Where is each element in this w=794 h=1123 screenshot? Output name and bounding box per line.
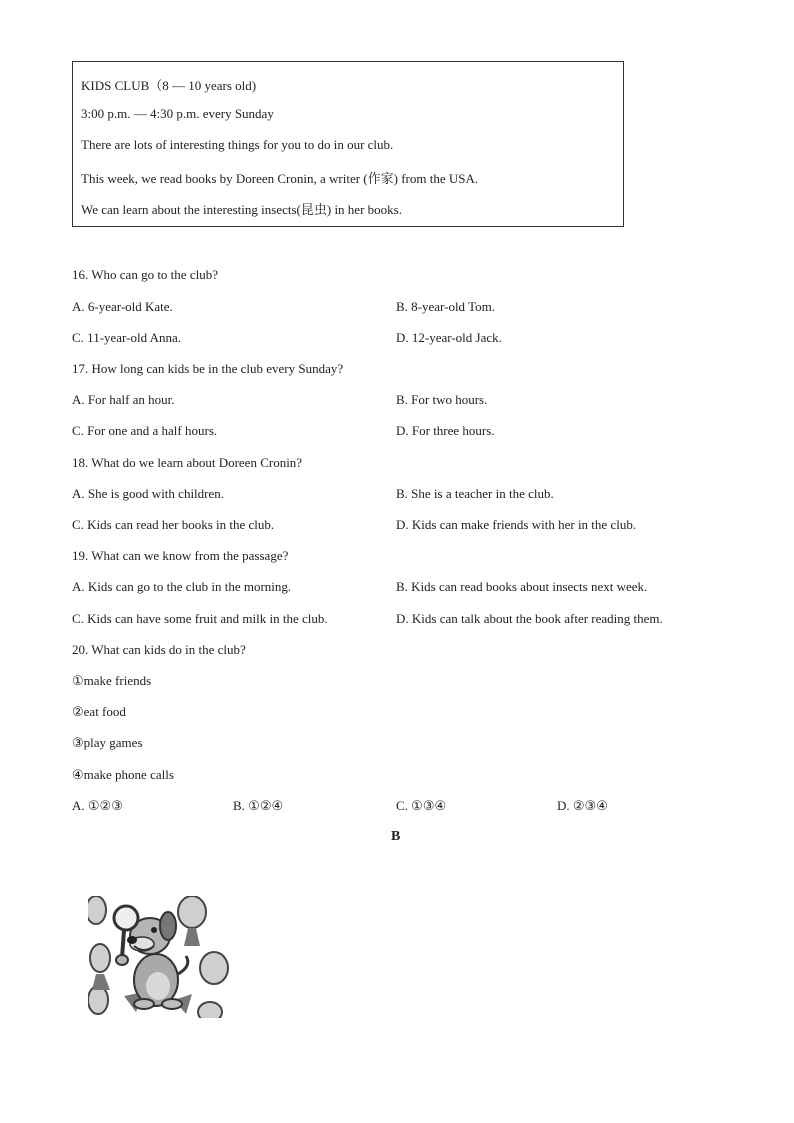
club-notice-box (72, 61, 624, 227)
q20-option-d: D. ②③④ (557, 798, 608, 813)
q19-option-a: A. Kids can go to the club in the morning. (72, 579, 292, 594)
question-17-stem: 17. How long can kids be in the club every Sunday? (72, 361, 344, 376)
q17-option-c: C. For one and a half hours. (72, 423, 218, 438)
q18-option-a: A. She is good with children. (72, 486, 225, 501)
q20-option-b: B. ①②④ (233, 798, 284, 813)
q20-option-c: C. ①③④ (396, 798, 447, 813)
question-18-stem: 18. What do we learn about Doreen Cronin? (72, 455, 303, 470)
q16-option-b: B. 8-year-old Tom. (396, 299, 495, 314)
q18-option-b: B. She is a teacher in the club. (396, 486, 554, 501)
notice-line-2: 3:00 p.m. — 4:30 p.m. every Sunday (81, 106, 274, 121)
q20-item-4: ④make phone calls (72, 767, 174, 782)
q19-option-c: C. Kids can have some fruit and milk in the club. (72, 611, 328, 626)
q20-item-2: ②eat food (72, 704, 126, 719)
q20-item-3: ③play games (72, 735, 143, 750)
q20-option-a: A. ①②③ (72, 798, 123, 813)
q17-option-b: B. For two hours. (396, 392, 488, 407)
notice-line-4: This week, we read books by Doreen Cronin, a writer (作家) from the USA. (81, 171, 479, 186)
q16-option-c: C. 11-year-old Anna. (72, 330, 182, 345)
q18-option-c: C. Kids can read her books in the club. (72, 517, 275, 532)
section-b-heading: B (391, 829, 401, 844)
dog-magnifier-illustration (88, 896, 234, 1018)
q17-option-a: A. For half an hour. (72, 392, 175, 407)
q20-item-1: ①make friends (72, 673, 152, 688)
q19-option-d: D. Kids can talk about the book after reading them. (396, 611, 663, 626)
question-16-stem: 16. Who can go to the club? (72, 267, 218, 282)
q17-option-d: D. For three hours. (396, 423, 495, 438)
question-20-stem: 20. What can kids do in the club? (72, 642, 246, 657)
q16-option-d: D. 12-year-old Jack. (396, 330, 502, 345)
question-19-stem: 19. What can we know from the passage? (72, 548, 289, 563)
q19-option-b: B. Kids can read books about insects next week. (396, 579, 648, 594)
q18-option-d: D. Kids can make friends with her in the club. (396, 517, 637, 532)
notice-line-1: KIDS CLUB（8 — 10 years old) (81, 78, 257, 93)
q16-option-a: A. 6-year-old Kate. (72, 299, 173, 314)
notice-line-3: There are lots of interesting things for you to do in our club. (81, 137, 394, 152)
notice-line-5: We can learn about the interesting insects(昆虫) in her books. (81, 202, 402, 217)
